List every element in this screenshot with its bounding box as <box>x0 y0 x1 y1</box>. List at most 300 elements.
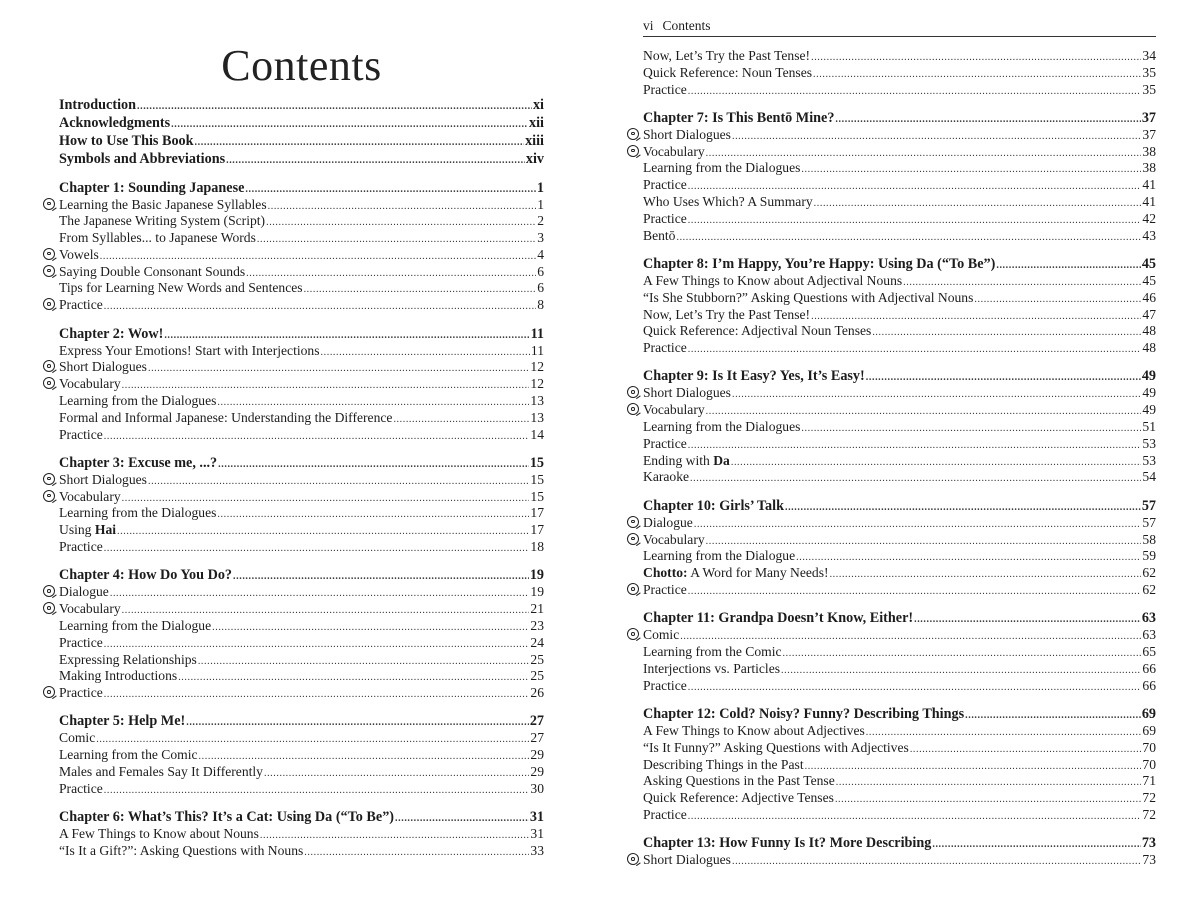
toc-page-number: xii <box>529 115 544 131</box>
toc-page-number: 46 <box>1142 289 1156 305</box>
toc-entry-title: Learning from the Dialogue <box>643 548 796 564</box>
dot-leader <box>866 372 1141 384</box>
dot-leader <box>304 284 537 296</box>
toc-page-number: 29 <box>530 764 544 780</box>
toc-section-entry[interactable] <box>59 247 544 264</box>
dot-leader <box>198 656 530 668</box>
audio-cd-icon <box>43 298 55 310</box>
dot-leader <box>148 363 529 375</box>
toc-entry-title: Expressing Relationships <box>59 651 197 667</box>
toc-section-entry[interactable] <box>59 730 544 747</box>
toc-page-number: 17 <box>530 522 544 538</box>
toc-section-entry[interactable] <box>643 160 1156 177</box>
toc-section-entry[interactable] <box>59 826 544 843</box>
toc-page-number: 70 <box>1142 739 1156 755</box>
toc-section-entry[interactable] <box>643 582 1156 599</box>
toc-section-entry[interactable] <box>59 264 544 281</box>
dot-leader <box>996 260 1140 272</box>
toc-page-number: 19 <box>529 567 544 584</box>
toc-page-number: 18 <box>530 539 544 555</box>
audio-cd-icon <box>43 473 55 485</box>
toc-entry-title: Dialogue <box>643 514 693 530</box>
toc-page-number: 15 <box>530 488 544 504</box>
toc-section-entry[interactable] <box>59 376 544 393</box>
dot-leader <box>195 137 525 149</box>
toc-section-entry[interactable] <box>643 627 1156 644</box>
toc-entry-title: Saying Double Consonant Sounds <box>59 263 246 279</box>
toc-entry-title: Learning from the Comic <box>59 747 198 763</box>
dot-leader <box>914 614 1141 626</box>
toc-chapter-entry[interactable] <box>59 325 544 343</box>
toc-entry-title: Vocabulary <box>59 488 121 504</box>
toc-front-matter-entry[interactable] <box>59 114 544 132</box>
toc-entry-title: A Few Things to Know about Adjectival Nouns <box>643 272 903 288</box>
toc-entry-title: The Japanese Writing System (Script) <box>59 213 266 229</box>
dot-leader <box>732 131 1141 143</box>
toc-section-entry[interactable] <box>643 453 1156 470</box>
toc-page-number: 38 <box>1142 160 1156 176</box>
toc-entry-title: Chapter 10: Girls’ Talk <box>643 497 784 514</box>
toc-section-entry[interactable] <box>643 469 1156 486</box>
dot-leader <box>199 751 530 763</box>
toc-entry-title: Asking Questions in the Past Tense <box>643 773 835 789</box>
toc-entry-title: Chapter 6: What’s This? It’s a Cat: Using Da (“To Be”) <box>59 809 395 826</box>
toc-entry-title: Chapter 4: How Do You Do? <box>59 567 233 584</box>
toc-entry-title: Chapter 8: I’m Happy, You’re Happy: Using Da (“To Be”) <box>643 255 996 272</box>
dot-leader <box>122 493 530 505</box>
toc-page-number: 59 <box>1142 548 1156 564</box>
toc-page-number: 3 <box>537 230 544 246</box>
dot-leader <box>813 69 1141 81</box>
dot-leader <box>801 164 1141 176</box>
toc-front-matter-entry[interactable] <box>59 96 544 114</box>
toc-page-number: 72 <box>1142 790 1156 806</box>
toc-section-entry[interactable] <box>643 211 1156 228</box>
toc-section-entry[interactable] <box>643 678 1156 695</box>
toc-entry-title: Vocabulary <box>643 531 705 547</box>
toc-section-entry[interactable] <box>643 323 1156 340</box>
dot-leader <box>186 717 529 729</box>
toc-page-number: 47 <box>1142 306 1156 322</box>
toc-section-entry[interactable] <box>643 790 1156 807</box>
toc-entry-title: Dialogue <box>59 584 109 600</box>
toc-entry-title: Short Dialogues <box>643 385 731 401</box>
toc-section-entry[interactable] <box>643 48 1156 65</box>
toc-page-number: 26 <box>530 685 544 701</box>
toc-section-entry[interactable] <box>59 213 544 230</box>
toc-entry-title: Vocabulary <box>643 143 705 159</box>
toc-page-number: 29 <box>530 747 544 763</box>
toc-section-entry[interactable] <box>59 297 544 314</box>
dot-leader <box>974 294 1141 306</box>
dot-leader <box>872 327 1141 339</box>
dot-leader <box>694 519 1142 531</box>
toc-chapter-entry[interactable] <box>643 834 1156 852</box>
toc-section-entry[interactable] <box>59 359 544 376</box>
dot-leader <box>811 311 1141 323</box>
toc-page-number: 53 <box>1142 435 1156 451</box>
toc-section-entry[interactable] <box>59 489 544 506</box>
toc-page-number: 66 <box>1142 677 1156 693</box>
toc-page-number: 35 <box>1142 64 1156 80</box>
dot-leader <box>246 268 536 280</box>
toc-section-entry[interactable] <box>643 65 1156 82</box>
dot-leader <box>690 473 1141 485</box>
toc-page-number: 25 <box>530 651 544 667</box>
toc-page-number: 13 <box>530 392 544 408</box>
dot-leader <box>688 440 1142 452</box>
toc-entry-title: Practice <box>643 81 687 97</box>
audio-cd-icon <box>627 628 639 640</box>
toc-entry-title: “Is It Funny?” Asking Questions with Adjectives <box>643 739 909 755</box>
toc-section-entry[interactable] <box>59 505 544 522</box>
toc-section-entry[interactable] <box>59 280 544 297</box>
toc-entry-title: Learning the Basic Japanese Syllables <box>59 196 267 212</box>
toc-section-entry[interactable] <box>643 402 1156 419</box>
toc-page-number: 63 <box>1141 610 1156 627</box>
toc-section-entry[interactable] <box>59 393 544 410</box>
toc-chapter-entry[interactable] <box>643 109 1156 127</box>
toc-section-entry[interactable] <box>59 635 544 652</box>
dot-leader <box>835 794 1141 806</box>
toc-entry-title: Vocabulary <box>643 402 705 418</box>
toc-page-number: 48 <box>1142 340 1156 356</box>
toc-page-number: 8 <box>537 297 544 313</box>
audio-cd-icon <box>43 377 55 389</box>
toc-entry-title: Practice <box>643 677 687 693</box>
toc-entry-title: Short Dialogues <box>643 852 731 868</box>
toc-section-entry[interactable] <box>643 740 1156 757</box>
toc-section-entry[interactable] <box>59 652 544 669</box>
toc-entry-title: Using Hai <box>59 522 117 538</box>
dot-leader <box>100 251 536 263</box>
dot-leader <box>257 234 536 246</box>
toc-entry-title: Interjections vs. Particles <box>643 660 781 676</box>
toc-entry-title: A Few Things to Know about Adjectives <box>643 722 865 738</box>
toc-page-number: 73 <box>1141 835 1156 852</box>
toc-page-number: 31 <box>529 809 544 826</box>
toc-page-number: 24 <box>530 634 544 650</box>
toc-chapter-entry[interactable] <box>59 808 544 826</box>
toc-page-number: 34 <box>1142 48 1156 63</box>
toc-entry-title: Practice <box>59 426 103 442</box>
toc-page-number: 35 <box>1142 81 1156 97</box>
toc-entry-title: Symbols and Abbreviations <box>59 151 226 167</box>
toc-section-entry[interactable] <box>643 419 1156 436</box>
toc-section-entry[interactable] <box>643 532 1156 549</box>
audio-cd-icon <box>43 602 55 614</box>
dot-leader <box>226 155 525 167</box>
toc-section-entry[interactable] <box>643 82 1156 99</box>
toc-section-entry[interactable] <box>59 197 544 214</box>
toc-entry-title: Chapter 7: Is This Bentō Mine? <box>643 109 835 126</box>
toc-page-number: 49 <box>1142 402 1156 418</box>
dot-leader <box>706 148 1142 160</box>
toc-page-number: 6 <box>537 280 544 296</box>
toc-entry-title: Vowels <box>59 246 99 262</box>
dot-leader <box>688 586 1142 598</box>
toc-section-entry[interactable] <box>643 290 1156 307</box>
toc-entry-title: Comic <box>59 730 96 746</box>
toc-page-number: 11 <box>530 342 544 358</box>
dot-leader <box>814 198 1142 210</box>
toc-front-matter-entry[interactable] <box>59 132 544 150</box>
toc-entry-title: Who Uses Which? A Summary <box>643 194 813 210</box>
toc-section-entry[interactable] <box>59 781 544 798</box>
toc-entry-title: Practice <box>643 435 687 451</box>
toc-section-entry[interactable] <box>59 764 544 781</box>
dot-leader <box>835 114 1140 126</box>
toc-entry-title: Describing Things in the Past <box>643 756 804 772</box>
toc-page-number: 53 <box>1142 452 1156 468</box>
toc-entry-title: Quick Reference: Adjectival Noun Tenses <box>643 323 872 339</box>
toc-section-entry[interactable] <box>59 539 544 556</box>
dot-leader <box>866 727 1142 739</box>
audio-cd-icon <box>43 198 55 210</box>
audio-cd-icon <box>43 248 55 260</box>
toc-entry-title: Vocabulary <box>59 601 121 617</box>
toc-section-entry[interactable] <box>643 273 1156 290</box>
dot-leader <box>688 682 1142 694</box>
dot-leader <box>218 459 529 471</box>
toc-chapter-entry[interactable] <box>643 255 1156 273</box>
toc-entry-title: Karaoke <box>643 469 690 485</box>
toc-chapter-entry[interactable] <box>59 454 544 472</box>
dot-leader <box>268 201 537 213</box>
toc-page-number: 57 <box>1141 497 1156 514</box>
toc-page-number: 31 <box>530 826 544 842</box>
toc-entry-title: Chapter 9: Is It Easy? Yes, It’s Easy! <box>643 368 865 385</box>
dot-leader <box>233 571 529 583</box>
toc-entry-title: Practice <box>59 539 103 555</box>
toc-entry-title: How to Use This Book <box>59 133 194 149</box>
toc-entry-title: Practice <box>59 297 103 313</box>
toc-entry-title: “Is She Stubborn?” Asking Questions with Adjectival Nouns <box>643 289 974 305</box>
audio-cd-icon <box>43 686 55 698</box>
toc-section-entry[interactable] <box>59 618 544 635</box>
toc-section-entry[interactable] <box>59 747 544 764</box>
toc-page-number: 4 <box>537 246 544 262</box>
toc-page-number: 62 <box>1142 581 1156 597</box>
toc-section-entry[interactable] <box>59 522 544 539</box>
toc-page-number: 30 <box>530 780 544 796</box>
toc-section-entry[interactable] <box>643 307 1156 324</box>
toc-section-entry[interactable] <box>59 427 544 444</box>
toc-page-number: 43 <box>1142 227 1156 243</box>
toc-section-entry[interactable] <box>643 548 1156 565</box>
toc-section-entry[interactable] <box>643 436 1156 453</box>
running-head <box>643 16 1156 37</box>
dot-leader <box>680 631 1141 643</box>
toc-chapter-entry[interactable] <box>643 609 1156 627</box>
toc-section-entry[interactable] <box>59 584 544 601</box>
dot-leader <box>104 431 530 443</box>
toc-section-entry[interactable] <box>643 194 1156 211</box>
toc-entry-title: Short Dialogues <box>643 126 731 142</box>
audio-cd-icon <box>627 853 639 865</box>
dot-leader <box>732 856 1141 868</box>
toc-section-entry[interactable] <box>643 565 1156 582</box>
toc-section-entry[interactable] <box>59 230 544 247</box>
dot-leader <box>903 277 1141 289</box>
toc-section-entry[interactable] <box>643 144 1156 161</box>
dot-leader <box>836 777 1142 789</box>
toc-section-entry[interactable] <box>59 843 544 860</box>
toc-page-number: 42 <box>1142 210 1156 226</box>
dot-leader <box>164 330 529 342</box>
toc-entry-title: A Few Things to Know about Nouns <box>59 826 259 842</box>
toc-section-entry[interactable] <box>643 385 1156 402</box>
toc-chapter-entry[interactable] <box>59 179 544 197</box>
toc-entry-title: Practice <box>59 685 103 701</box>
audio-cd-icon <box>627 583 639 595</box>
toc-page-number: 15 <box>529 454 544 471</box>
dot-leader <box>706 536 1142 548</box>
toc-entry-title: Tips for Learning New Words and Sentences <box>59 280 303 296</box>
toc-page-number: 37 <box>1142 126 1156 142</box>
audio-cd-icon <box>43 585 55 597</box>
toc-page-number: 71 <box>1142 773 1156 789</box>
dot-leader <box>217 397 529 409</box>
dot-leader <box>811 52 1141 64</box>
toc-page-number: xi <box>532 97 544 113</box>
toc-page-number: 11 <box>530 325 544 342</box>
audio-cd-icon <box>43 265 55 277</box>
toc-entry-title: Practice <box>643 581 687 597</box>
toc-section-entry[interactable] <box>643 807 1156 824</box>
toc-entry-title: Practice <box>59 634 103 650</box>
toc-entry-title: Short Dialogues <box>59 359 147 375</box>
dot-leader <box>217 509 529 521</box>
toc-page-number: 54 <box>1142 469 1156 485</box>
dot-leader <box>137 101 532 113</box>
toc-page-number: 51 <box>1142 419 1156 435</box>
toc-page-number: 15 <box>530 471 544 487</box>
dot-leader <box>796 552 1141 564</box>
dot-leader <box>122 380 530 392</box>
toc-entry-title: Chapter 11: Grandpa Doesn’t Know, Either! <box>643 610 914 627</box>
toc-chapter-entry[interactable] <box>643 705 1156 723</box>
toc-front-matter-entry[interactable] <box>59 150 544 168</box>
dot-leader <box>676 232 1141 244</box>
toc-section-entry[interactable] <box>643 177 1156 194</box>
dot-leader <box>781 665 1141 677</box>
toc-entry-title: Practice <box>643 177 687 193</box>
toc-section-entry[interactable] <box>643 515 1156 532</box>
toc-section-entry[interactable] <box>59 410 544 427</box>
toc-page-number: 66 <box>1142 660 1156 676</box>
toc-section-entry[interactable] <box>643 228 1156 245</box>
toc-entry-title: Chapter 3: Excuse me, ...? <box>59 454 218 471</box>
toc-entry-title: Learning from the Dialogue <box>59 617 212 633</box>
dot-leader <box>706 406 1142 418</box>
toc-section-entry[interactable] <box>643 757 1156 774</box>
dot-leader <box>688 344 1142 356</box>
toc-entry-title: Chapter 13: How Funny Is It? More Describing <box>643 835 932 852</box>
toc-page-number: 72 <box>1142 806 1156 822</box>
toc-entry-title: Express Your Emotions! Start with Interjections <box>59 342 320 358</box>
audio-cd-icon <box>627 386 639 398</box>
toc-entry-title: Males and Females Say It Differently <box>59 764 263 780</box>
toc-page-number: 48 <box>1142 323 1156 339</box>
toc-page-number: 14 <box>530 426 544 442</box>
toc-entry-title: Quick Reference: Noun Tenses <box>643 64 813 80</box>
toc-chapter-entry[interactable] <box>643 497 1156 515</box>
toc-page-number: 27 <box>530 730 544 746</box>
toc-section-entry[interactable] <box>643 340 1156 357</box>
dot-leader <box>260 830 530 842</box>
toc-section-entry[interactable] <box>59 685 544 702</box>
toc-page-number: 6 <box>537 263 544 279</box>
toc-entry-title: Learning from the Dialogues <box>59 505 217 521</box>
toc-entry-title: Chapter 12: Cold? Noisy? Funny? Describing Things <box>643 705 965 722</box>
toc-entry-title: Short Dialogues <box>59 471 147 487</box>
dot-leader <box>264 768 529 780</box>
toc-entry-title: Formal and Informal Japanese: Understanding the Difference <box>59 409 393 425</box>
toc-entry-title: Ending with Da <box>643 452 730 468</box>
dot-leader <box>688 215 1142 227</box>
toc-entry-title: Introduction <box>59 97 136 113</box>
toc-section-entry[interactable] <box>643 852 1156 869</box>
toc-section-entry[interactable] <box>643 661 1156 678</box>
audio-cd-icon <box>627 533 639 545</box>
toc-page-number: 19 <box>530 584 544 600</box>
toc-entry-title: “Is It a Gift?”: Asking Questions with Nouns <box>59 842 304 858</box>
toc-section-entry[interactable] <box>59 343 544 360</box>
toc-section-entry[interactable] <box>643 644 1156 661</box>
toc-entry-title: Practice <box>59 780 103 796</box>
toc-section-entry[interactable] <box>59 601 544 618</box>
dot-leader <box>104 785 530 797</box>
toc-chapter-entry[interactable] <box>643 367 1156 385</box>
toc-entry-title: Practice <box>643 340 687 356</box>
toc-entry-title: Chapter 1: Sounding Japanese <box>59 179 245 196</box>
dot-leader <box>393 414 529 426</box>
dot-leader <box>110 588 530 600</box>
dot-leader <box>785 502 1141 514</box>
toc-section-entry[interactable] <box>643 773 1156 790</box>
toc-entry-title: Now, Let’s Try the Past Tense! <box>643 306 811 322</box>
audio-cd-icon <box>43 360 55 372</box>
dot-leader <box>731 457 1142 469</box>
toc-entry-title: Comic <box>643 627 680 643</box>
dot-leader <box>801 423 1141 435</box>
dot-leader <box>965 710 1141 722</box>
toc-section-entry[interactable] <box>643 127 1156 144</box>
dot-leader <box>117 526 529 538</box>
dot-leader <box>304 847 529 859</box>
toc-section-entry[interactable] <box>59 472 544 489</box>
toc-page-number: 1 <box>536 179 544 196</box>
toc-chapter-entry[interactable] <box>59 712 544 730</box>
toc-entry-title: Now, Let’s Try the Past Tense! <box>643 48 811 63</box>
toc-section-entry[interactable] <box>59 668 544 685</box>
audio-cd-icon <box>43 490 55 502</box>
page-title: Contents <box>221 41 382 90</box>
left-page <box>59 0 544 858</box>
dot-leader <box>830 569 1142 581</box>
dot-leader <box>178 672 529 684</box>
toc-section-entry[interactable] <box>643 723 1156 740</box>
table-of-contents-left <box>59 96 544 860</box>
toc-entry-title: Chapter 5: Help Me! <box>59 713 186 730</box>
toc-chapter-entry[interactable] <box>59 566 544 584</box>
toc-page-number: 58 <box>1142 531 1156 547</box>
toc-entry-title: Chotto: A Word for Many Needs! <box>643 565 829 581</box>
dot-leader <box>266 217 536 229</box>
dot-leader <box>104 639 530 651</box>
toc-page-number: 69 <box>1142 722 1156 738</box>
